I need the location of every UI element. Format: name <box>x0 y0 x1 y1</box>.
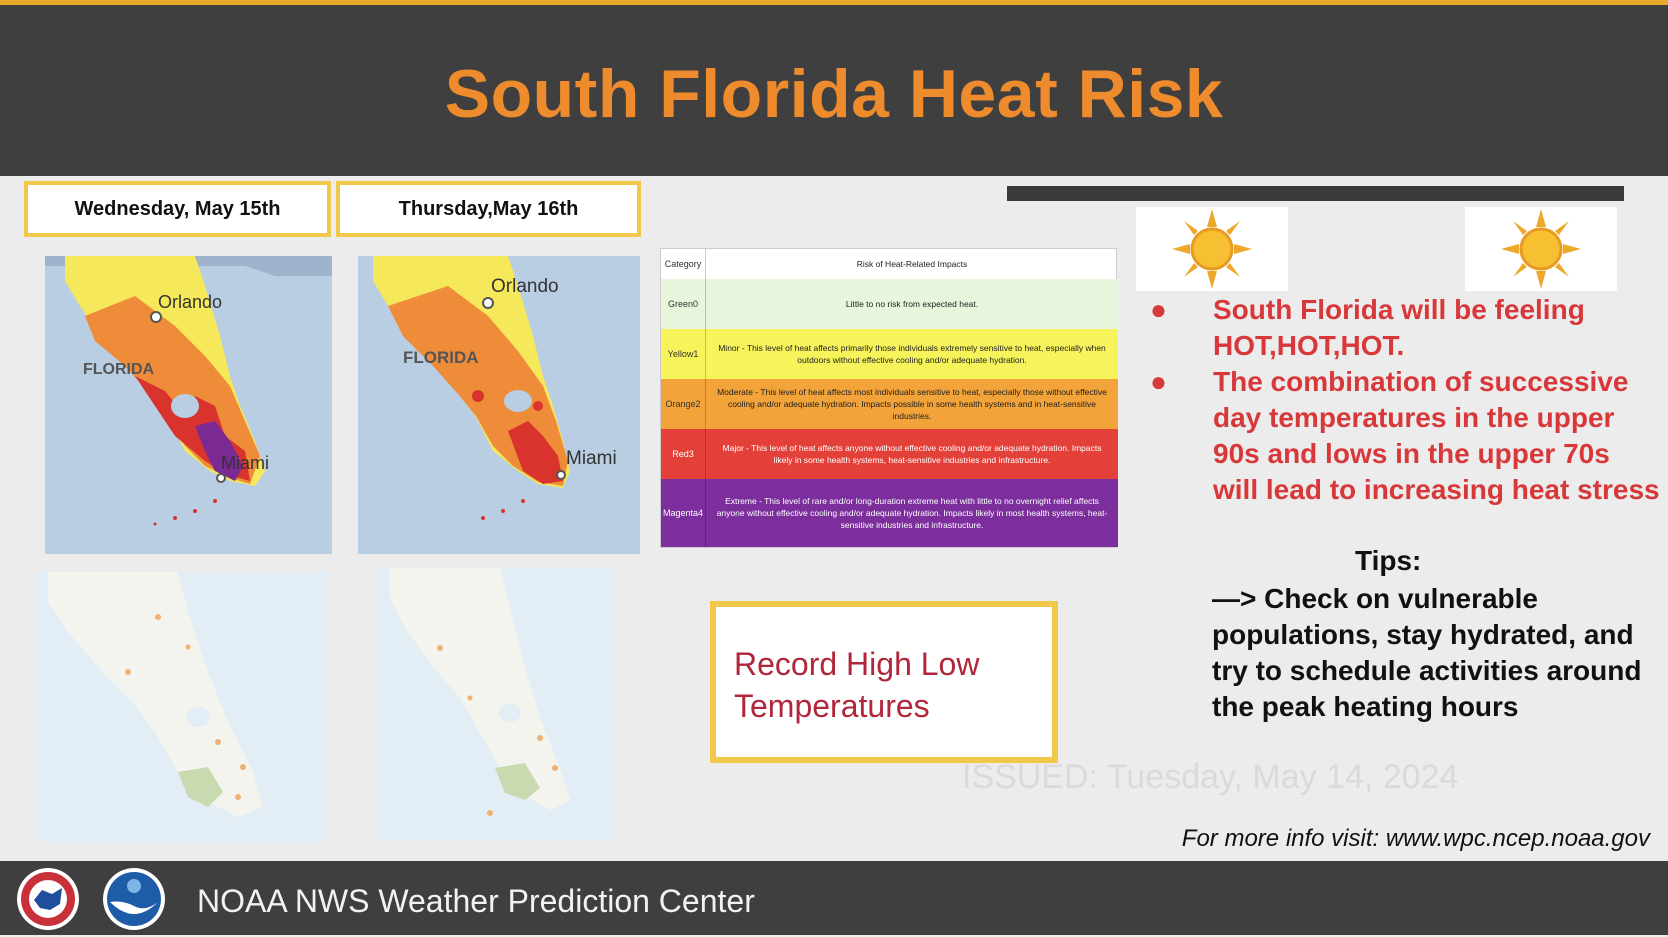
bullet-dot: ● <box>1150 294 1167 325</box>
nws-logo <box>12 866 84 937</box>
record-box-text <box>734 643 979 727</box>
record-temps-map-thursday <box>380 568 612 840</box>
table-row-yellow <box>661 329 1118 379</box>
header-bar <box>0 5 1668 176</box>
noaa-logo <box>98 866 170 937</box>
category-name: Yellow <box>667 349 694 359</box>
table-header-row <box>661 249 1118 280</box>
category-name: Red <box>672 449 689 459</box>
page-title: South Florida Heat Risk <box>444 56 1224 132</box>
category-level: 1 <box>693 349 699 359</box>
bullet-dot: ● <box>1150 366 1167 397</box>
more-info-text: For more info visit: www.wpc.ncep.noaa.gov <box>1181 825 1650 852</box>
day-label-wednesday: Wednesday, May 15th <box>24 181 331 237</box>
category-cell <box>661 279 706 329</box>
sun-icon-box-left <box>1136 207 1288 291</box>
map-label-orlando: Orlando <box>158 292 223 312</box>
table-row-orange <box>661 379 1118 429</box>
map-label-florida-thu: FLORIDA <box>403 348 479 367</box>
bullet-item <box>1150 364 1660 508</box>
tips-title: Tips: <box>1355 545 1422 576</box>
impact-description: Little to no risk from expected heat. <box>845 299 979 309</box>
category-level: 3 <box>688 449 694 459</box>
category-level: 0 <box>693 299 699 309</box>
bullet-text: The combination of successive day temperatures in the upper 90s and lows in the upper 70s will lead to increasing heat stress <box>1213 366 1660 505</box>
map-label-orlando-thu: Orlando <box>491 276 559 297</box>
day-label-thursday: Thursday,May 16th <box>336 181 641 237</box>
table-header-category: Category <box>661 249 706 279</box>
sun-icon-box-right <box>1465 207 1617 291</box>
bullet-text: South Florida will be feeling HOT,HOT,HOT. <box>1213 294 1585 361</box>
record-box-line1: Record High Low <box>734 646 980 682</box>
tips-body: —> Check on vulnerable populations, stay hydrated, and try to schedule activities around the peak heating hours <box>1212 583 1642 722</box>
heat-risk-map-wednesday <box>45 256 332 554</box>
sun-icon <box>1499 207 1583 291</box>
table-row-green <box>661 279 1118 329</box>
map-label-florida: FLORIDA <box>83 361 155 378</box>
table-header-impacts: Risk of Heat-Related Impacts <box>856 259 968 269</box>
record-temps-map-wednesday <box>38 572 328 842</box>
map-label-miami: Miami <box>221 453 269 473</box>
heat-risk-category-table <box>660 248 1117 548</box>
category-cell <box>661 479 706 547</box>
impact-description: Major - This level of heat affects anyone without effective cooling and/or adequate hydration. Impacts likely in some health systems, heat-sensitive industries and infrastructure. <box>722 443 1102 465</box>
category-level: 4 <box>698 508 704 518</box>
category-level: 2 <box>695 399 701 409</box>
category-name: Green <box>667 299 693 309</box>
category-name: Magenta <box>662 508 698 518</box>
category-cell <box>661 329 706 379</box>
issued-watermark: ISSUED: Tuesday, May 14, 2024 <box>962 758 1459 796</box>
divider-bar <box>1007 186 1624 201</box>
category-cell <box>661 429 706 479</box>
footer-bar <box>0 861 1668 935</box>
impact-description: Moderate - This level of heat affects most individuals sensitive to heat, especially those without effective cooling and/or adequate hydration. Impacts possible in some health systems and in heat-sensitive industries. <box>717 387 1107 421</box>
heat-bullets <box>1150 292 1660 508</box>
heat-risk-map-thursday <box>358 256 640 554</box>
impact-description: Extreme - This level of rare and/or long-duration extreme heat with little to no overnight relief affects anyone without effective cooling and/or adequate hydration. Impacts likely in most health systems, heat-sensitive industries and infrastructure. <box>716 496 1108 530</box>
table-row-red <box>661 429 1118 479</box>
map-label-miami-thu: Miami <box>566 448 617 469</box>
table-row-magenta <box>661 479 1118 547</box>
sun-icon <box>1170 207 1254 291</box>
category-name: Orange <box>665 399 696 409</box>
footer-org-name: NOAA NWS Weather Prediction Center <box>197 883 755 919</box>
category-cell <box>661 379 706 429</box>
bullet-item <box>1150 292 1660 364</box>
record-high-low-box <box>710 601 1058 763</box>
impact-description: Minor - This level of heat affects primarily those individuals extremely sensitive to heat, especially when outdoors without effective cooling and/or adequate hydration. <box>718 343 1106 365</box>
record-box-line2: Temperatures <box>734 688 930 724</box>
